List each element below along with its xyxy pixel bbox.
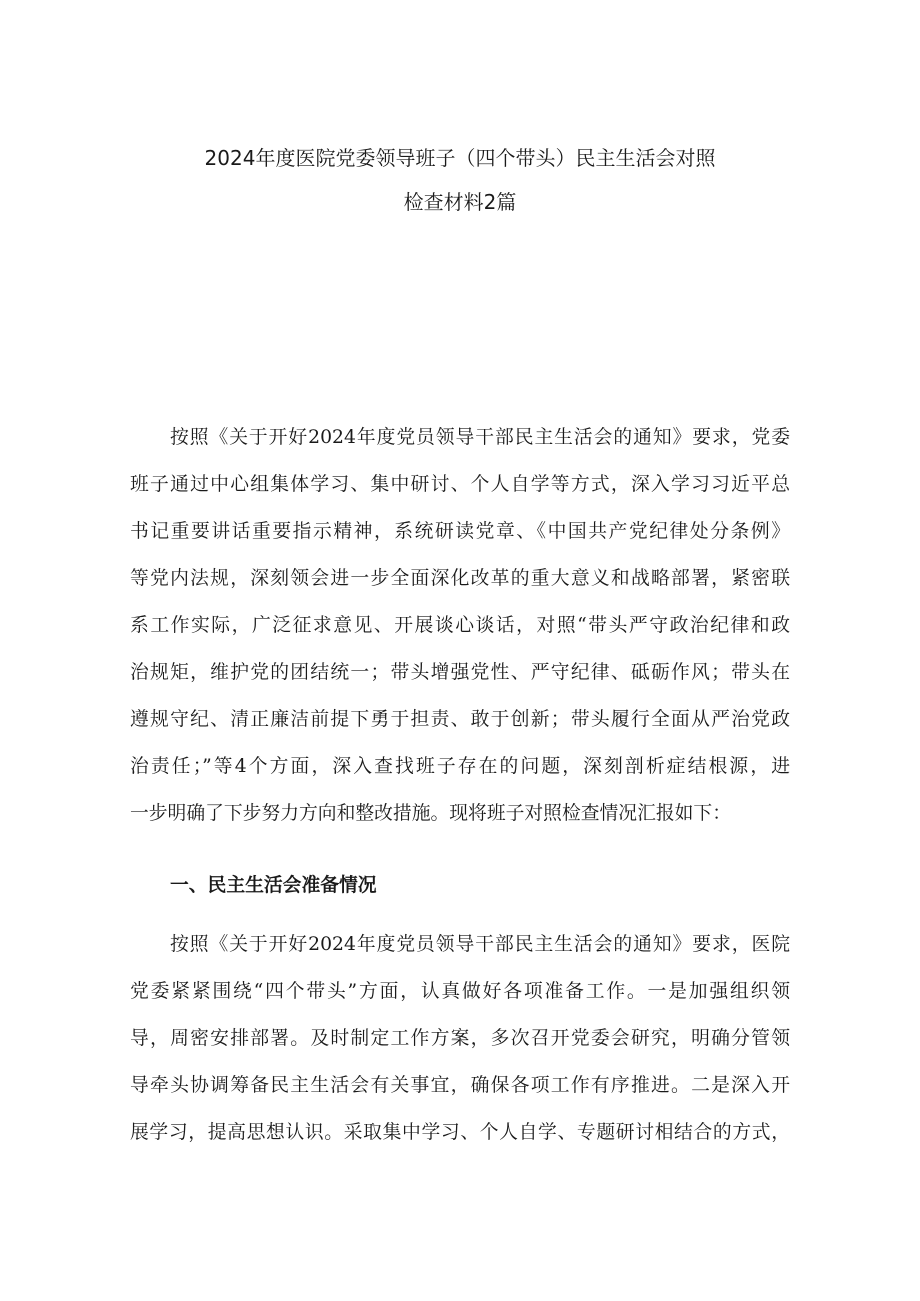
paragraph-line: 导，周密安排部署。及时制定工作方案，多次召开党委会研究，明确分管领 [130, 1028, 790, 1049]
paragraph-preparation [130, 930, 790, 1160]
paragraph-line: 治责任；”等4个方面，深入查找班子存在的问题，深刻剖析症结根源，进 [130, 756, 790, 777]
paragraph-intro [130, 423, 790, 823]
paragraph-line: 系工作实际，广泛征求意见、开展谈心谈话，对照“带头严守政治纪律和政 [130, 615, 790, 636]
paragraph-line: 导牵头协调筹备民主生活会有关事宜，确保各项工作有序推进。二是深入开 [130, 1075, 790, 1096]
document-title-line-1: 2024年度医院党委领导班子（四个带头）民主生活会对照 [204, 146, 716, 170]
paragraph-line: 一步明确了下步努力方向和整改措施。现将班子对照检查情况汇报如下： [130, 803, 731, 824]
paragraph-line: 等党内法规，深刻领会进一步全面深化改革的重大意义和战略部署，紧密联 [130, 568, 790, 589]
paragraph-line: 班子通过中心组集体学习、集中研讨、个人自学等方式，深入学习习近平总 [130, 474, 790, 495]
paragraph-line: 按照《关于开好2024年度党员领导干部民主生活会的通知》要求，医院 [170, 934, 790, 955]
paragraph-line: 展学习，提高思想认识。采取集中学习、个人自学、专题研讨相结合的方式， [130, 1122, 790, 1143]
paragraph-line: 按照《关于开好2024年度党员领导干部民主生活会的通知》要求，党委 [170, 427, 790, 448]
document-title-line-2: 检查材料2篇 [403, 190, 517, 214]
paragraph-line: 治规矩，维护党的团结统一；带头增强党性、严守纪律、砥砺作风；带头在 [130, 662, 790, 683]
paragraph-line: 书记重要讲话重要指示精神，系统研读党章、《中国共产党纪律处分条例》 [130, 521, 790, 542]
paragraph-line: 遵规守纪、清正廉洁前提下勇于担责、敢于创新；带头履行全面从严治党政 [130, 709, 790, 730]
section-heading-preparation: 一、民主生活会准备情况 [170, 874, 377, 896]
paragraph-line: 党委紧紧围绕“四个带头”方面，认真做好各项准备工作。一是加强组织领 [130, 981, 790, 1002]
